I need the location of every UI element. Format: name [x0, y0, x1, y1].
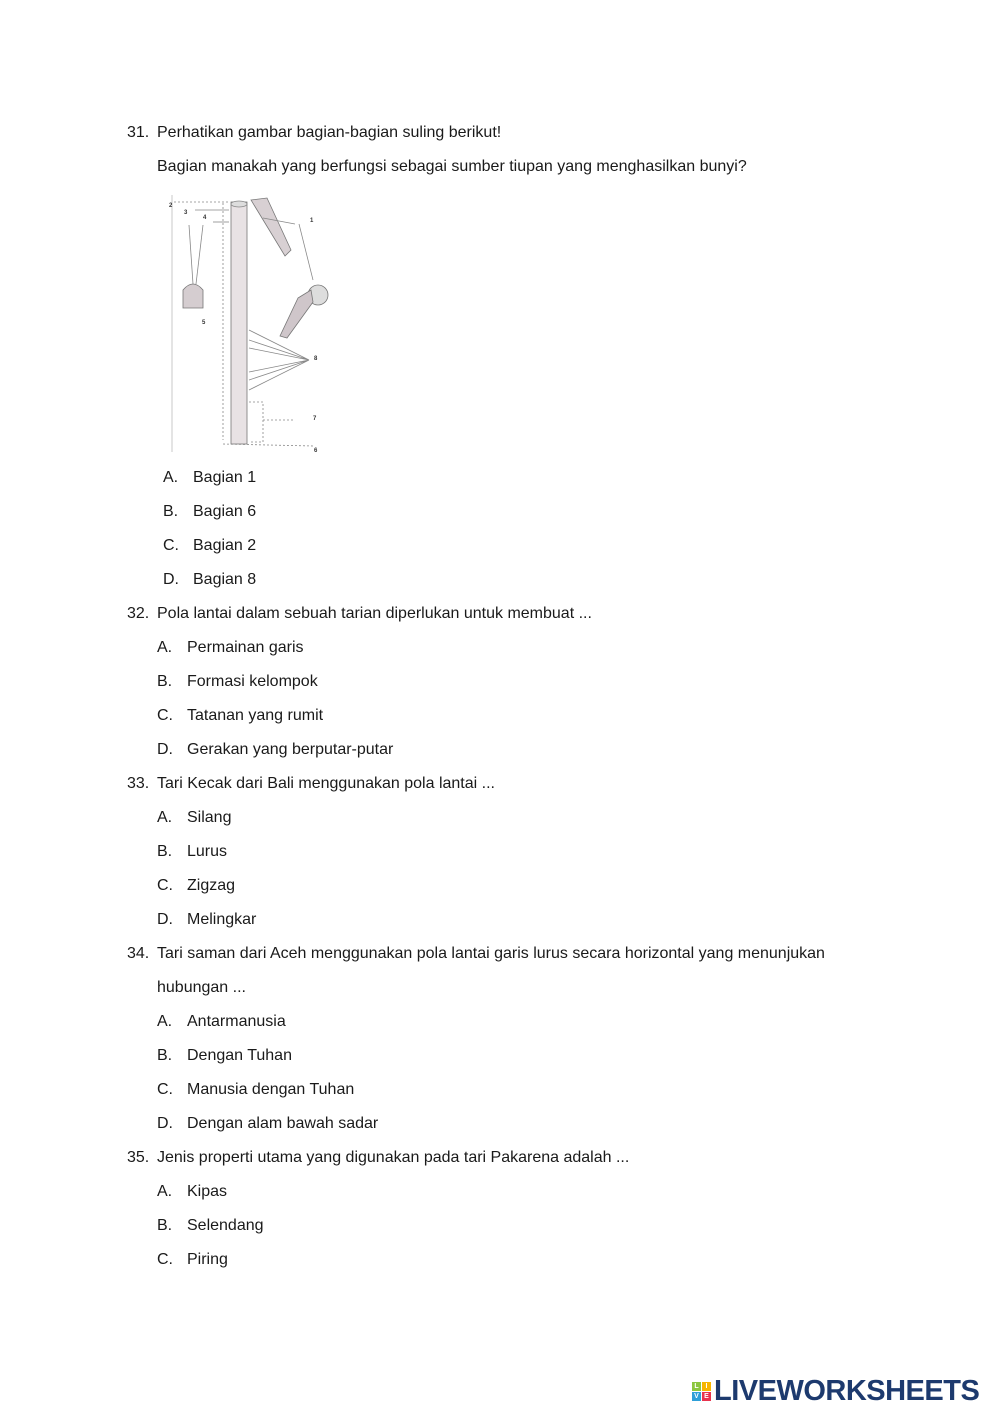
option-letter[interactable]: C.: [163, 537, 179, 554]
option-letter[interactable]: C.: [157, 1251, 173, 1268]
question-text: Perhatikan gambar bagian-bagian suling berikut!: [157, 124, 502, 141]
option-text[interactable]: Piring: [187, 1251, 228, 1268]
liveworksheets-logo: [692, 1376, 979, 1406]
logo-tile: L: [692, 1382, 701, 1391]
option-letter[interactable]: D.: [157, 911, 173, 928]
question-subtext: Bagian manakah yang berfungsi sebagai sumber tiupan yang menghasilkan bunyi?: [157, 158, 747, 175]
option-letter[interactable]: D.: [163, 571, 179, 588]
logo-tile: E: [702, 1392, 711, 1401]
option-letter[interactable]: B.: [163, 503, 179, 520]
figure-label: 6: [314, 448, 318, 454]
option-text[interactable]: Tatanan yang rumit: [187, 707, 324, 724]
option-letter[interactable]: B.: [157, 1047, 173, 1064]
figure-label: 5: [202, 320, 206, 326]
option-text[interactable]: Manusia dengan Tuhan: [187, 1081, 355, 1098]
option-text[interactable]: Dengan alam bawah sadar: [187, 1115, 379, 1132]
option-letter[interactable]: A.: [157, 639, 173, 656]
figure-label: 8: [314, 356, 318, 362]
logo-tile: I: [702, 1382, 711, 1391]
option-text[interactable]: Silang: [187, 809, 232, 826]
option-letter[interactable]: C.: [157, 877, 173, 894]
question-subtext: hubungan ...: [157, 979, 246, 996]
logo-tiles: [692, 1382, 711, 1401]
option-text[interactable]: Melingkar: [187, 911, 257, 928]
option-text[interactable]: Gerakan yang berputar-putar: [187, 741, 394, 758]
question-number: 34.: [127, 945, 150, 962]
option-letter[interactable]: A.: [157, 1183, 173, 1200]
option-letter[interactable]: A.: [157, 809, 173, 826]
option-text[interactable]: Permainan garis: [187, 639, 304, 656]
question-number: 31.: [127, 124, 150, 141]
option-text[interactable]: Bagian 1: [193, 469, 257, 486]
figure-label: 2: [169, 203, 173, 209]
option-text[interactable]: Lurus: [187, 843, 228, 860]
option-text[interactable]: Bagian 8: [193, 571, 257, 588]
option-text[interactable]: Selendang: [187, 1217, 264, 1234]
option-letter[interactable]: B.: [157, 673, 173, 690]
option-letter[interactable]: B.: [157, 1217, 173, 1234]
option-text[interactable]: Antarmanusia: [187, 1013, 286, 1030]
option-text[interactable]: Bagian 2: [193, 537, 257, 554]
option-text[interactable]: Bagian 6: [193, 503, 257, 520]
option-text[interactable]: Dengan Tuhan: [187, 1047, 292, 1064]
option-letter[interactable]: A.: [157, 1013, 173, 1030]
option-text[interactable]: Zigzag: [187, 877, 236, 894]
figure-label: 4: [203, 215, 207, 221]
option-letter[interactable]: C.: [157, 1081, 173, 1098]
figure-label: 1: [310, 218, 314, 224]
question-number: 33.: [127, 775, 150, 792]
question-number: 32.: [127, 605, 150, 622]
logo-text: LIVEWORKSHEETS: [714, 1375, 980, 1407]
figure-label: 7: [313, 416, 317, 422]
option-letter[interactable]: A.: [163, 469, 179, 486]
option-text[interactable]: Kipas: [187, 1183, 228, 1200]
option-letter[interactable]: B.: [157, 843, 173, 860]
question-text: Tari saman dari Aceh menggunakan pola lantai garis lurus secara horizontal yang menunjukan: [157, 945, 825, 962]
figure-label: 3: [184, 210, 188, 216]
question-text: Pola lantai dalam sebuah tarian diperlukan untuk membuat ...: [157, 605, 592, 622]
flute-diagram: [163, 190, 333, 455]
question-number: 35.: [127, 1149, 150, 1166]
logo-tile: V: [692, 1392, 701, 1401]
option-text[interactable]: Formasi kelompok: [187, 673, 318, 690]
question-text: Jenis properti utama yang digunakan pada tari Pakarena adalah ...: [157, 1149, 630, 1166]
option-letter[interactable]: D.: [157, 741, 173, 758]
option-letter[interactable]: D.: [157, 1115, 173, 1132]
question-text: Tari Kecak dari Bali menggunakan pola lantai ...: [157, 775, 495, 792]
option-letter[interactable]: C.: [157, 707, 173, 724]
